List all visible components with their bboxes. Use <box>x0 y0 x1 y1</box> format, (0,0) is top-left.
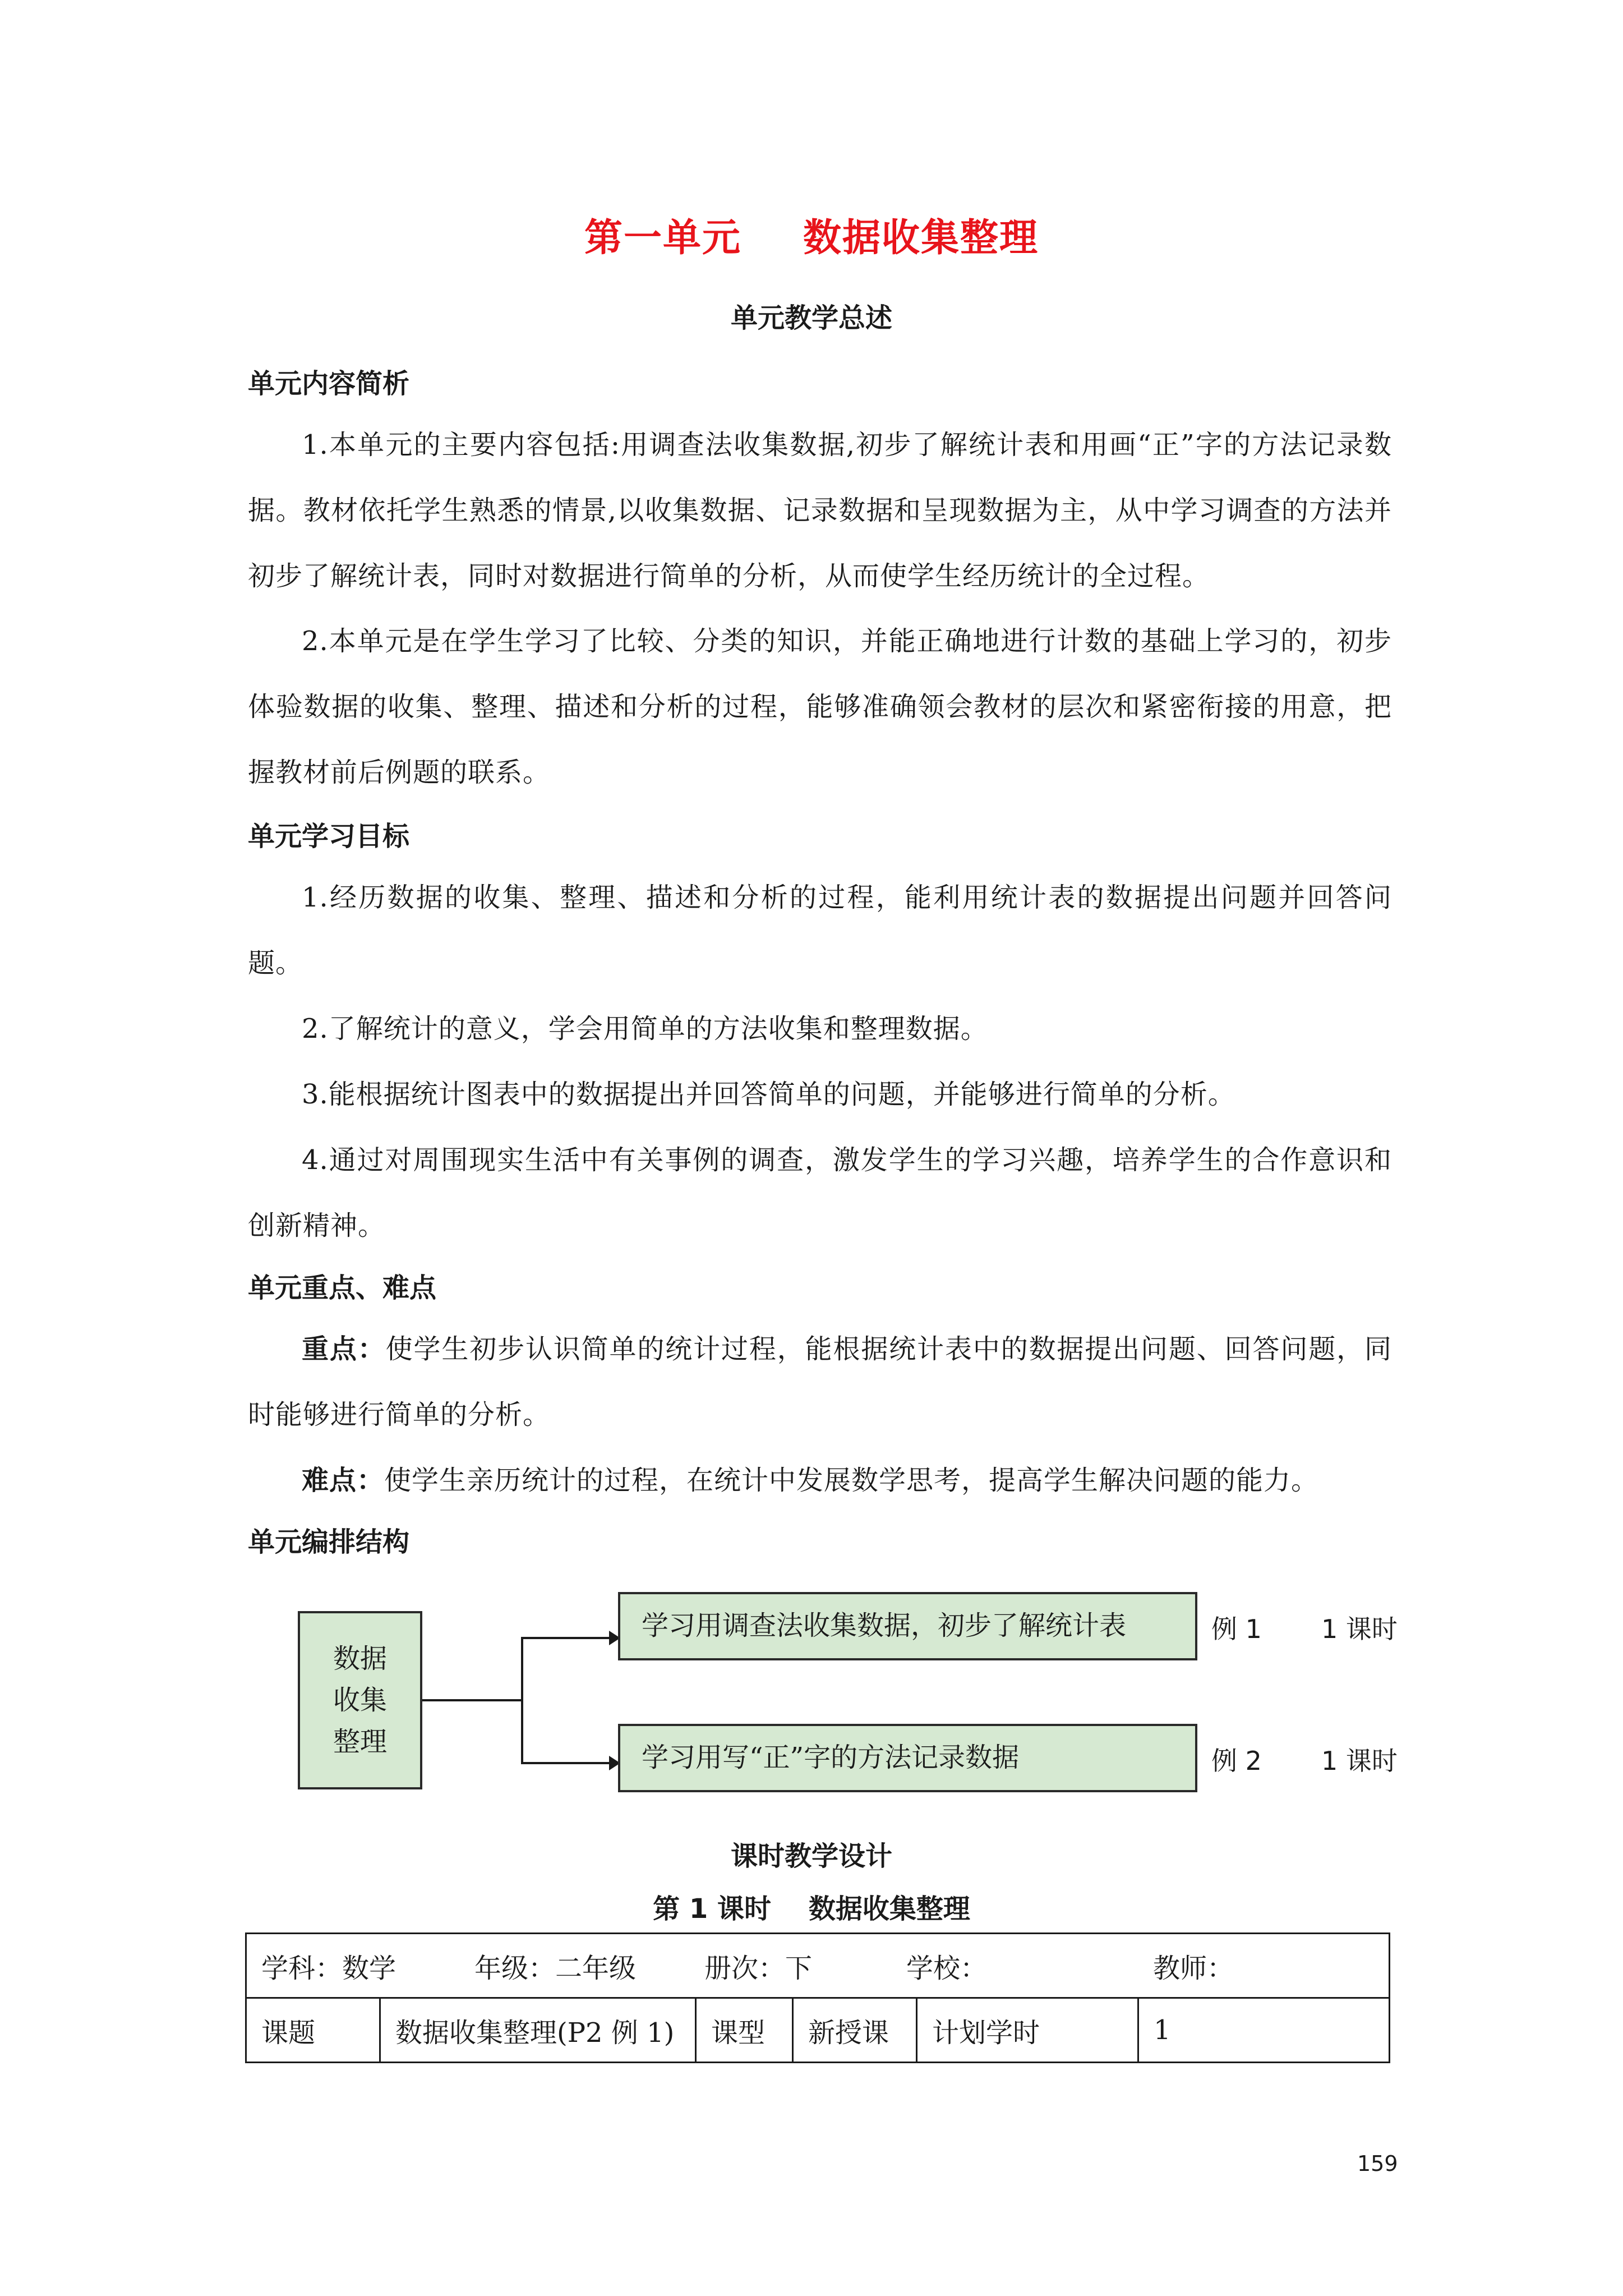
key-point-paragraph <box>248 1317 1392 1448</box>
diagram-connector-vertical <box>521 1637 523 1764</box>
content-paragraph-1: 1.本单元的主要内容包括:用调查法收集数据,初步了解统计表和用画“正”字的方法记录数据。教材依托学生熟悉的情景,以收集数据、记录数据和呈现数据为主，从中学习调查的方法并初步了解统计表，同时对数据进行简单的分析，从而使学生经历统计的全过程。 <box>248 429 1392 592</box>
unit-title-name: 数据收集整理 <box>803 216 1039 260</box>
diagram-root-line-1: 数据 <box>333 1643 387 1674</box>
grade-field: 年级：二年级 <box>474 1952 637 1984</box>
table-row <box>246 1998 1390 2063</box>
key-point-text: 使学生初步认识简单的统计过程，能根据统计表中的数据提出问题、回答问题，同时能够进行简单的分析。 <box>248 1333 1392 1430</box>
topic-value-cell: 数据收集整理(P2 例 1) <box>380 1998 696 2063</box>
content-paragraph-2: 2.本单元是在学生学习了比较、分类的知识，并能正确地进行计数的基础上学习的，初步体验数据的收集、整理、描述和分析的过程，能够准确领会教材的层次和紧密衔接的用意，把握教材前后例题的联系。 <box>248 625 1392 788</box>
diagram-root-line-3: 整理 <box>333 1726 387 1757</box>
volume-field: 册次：下 <box>704 1952 813 1984</box>
hours-label-cell: 计划学时 <box>917 1998 1138 2063</box>
teacher-field: 教师： <box>1153 1952 1234 1984</box>
goal-item-3: 3.能根据统计图表中的数据提出并回答简单的问题，并能够进行简单的分析。 <box>302 1079 1235 1110</box>
diagram-root-line-2: 收集 <box>333 1685 387 1716</box>
goal-item-4: 4.通过对周围现实生活中有关事例的调查，激发学生的学习兴趣，培养学生的合作意识和创新精神。 <box>248 1144 1392 1241</box>
branch-2-hours: 1 课时 <box>1321 1746 1398 1776</box>
branch-1-example: 例 1 <box>1211 1614 1262 1644</box>
section-heading-content: 单元内容简析 <box>248 368 410 399</box>
unit-subtitle: 单元教学总述 <box>730 302 892 334</box>
diagram-connector-top <box>521 1637 616 1639</box>
type-label-cell: 课型 <box>696 1998 793 2063</box>
diagram-branch-box-2: 学习用写“正”字的方法记录数据 <box>618 1724 1197 1792</box>
page-number: 159 <box>1357 2151 1398 2176</box>
unit-title <box>0 208 1623 262</box>
hours-value-cell: 1 <box>1138 1998 1390 2063</box>
type-value-cell: 新授课 <box>793 1998 917 2063</box>
difficult-point-label: 难点： <box>302 1465 385 1496</box>
diagram-connector-horizontal <box>422 1699 522 1701</box>
lesson-info-table <box>245 1932 1390 2063</box>
section-heading-key-points: 单元重点、难点 <box>248 1272 437 1304</box>
lesson-title: 第 1 课时 数据收集整理 <box>653 1893 970 1925</box>
unit-title-number: 第一单元 <box>584 216 741 260</box>
school-field: 学校： <box>906 1952 988 1984</box>
lesson-design-heading: 课时教学设计 <box>730 1841 892 1872</box>
difficult-point-text: 使学生亲历统计的过程，在统计中发展数学思考，提高学生解决问题的能力。 <box>384 1465 1319 1496</box>
section-heading-goals: 单元学习目标 <box>248 821 410 852</box>
goal-item-2: 2.了解统计的意义，学会用简单的方法收集和整理数据。 <box>302 1013 988 1045</box>
diagram-connector-bottom <box>521 1762 616 1764</box>
table-row <box>246 1934 1390 1998</box>
goal-item-1: 1.经历数据的收集、整理、描述和分析的过程，能利用统计表的数据提出问题并回答问题。 <box>248 882 1392 979</box>
difficult-point-paragraph <box>248 1448 1392 1513</box>
branch-2-example: 例 2 <box>1211 1746 1262 1776</box>
topic-label-cell: 课题 <box>246 1998 380 2063</box>
diagram-branch-box-1: 学习用调查法收集数据，初步了解统计表 <box>618 1592 1197 1660</box>
subject-field: 学科：数学 <box>261 1952 396 1984</box>
table-cell-header <box>246 1934 1390 1998</box>
key-point-label: 重点： <box>302 1333 386 1365</box>
diagram-root-box <box>298 1611 422 1789</box>
branch-1-hours: 1 课时 <box>1321 1614 1398 1644</box>
section-heading-structure: 单元编排结构 <box>248 1526 410 1558</box>
